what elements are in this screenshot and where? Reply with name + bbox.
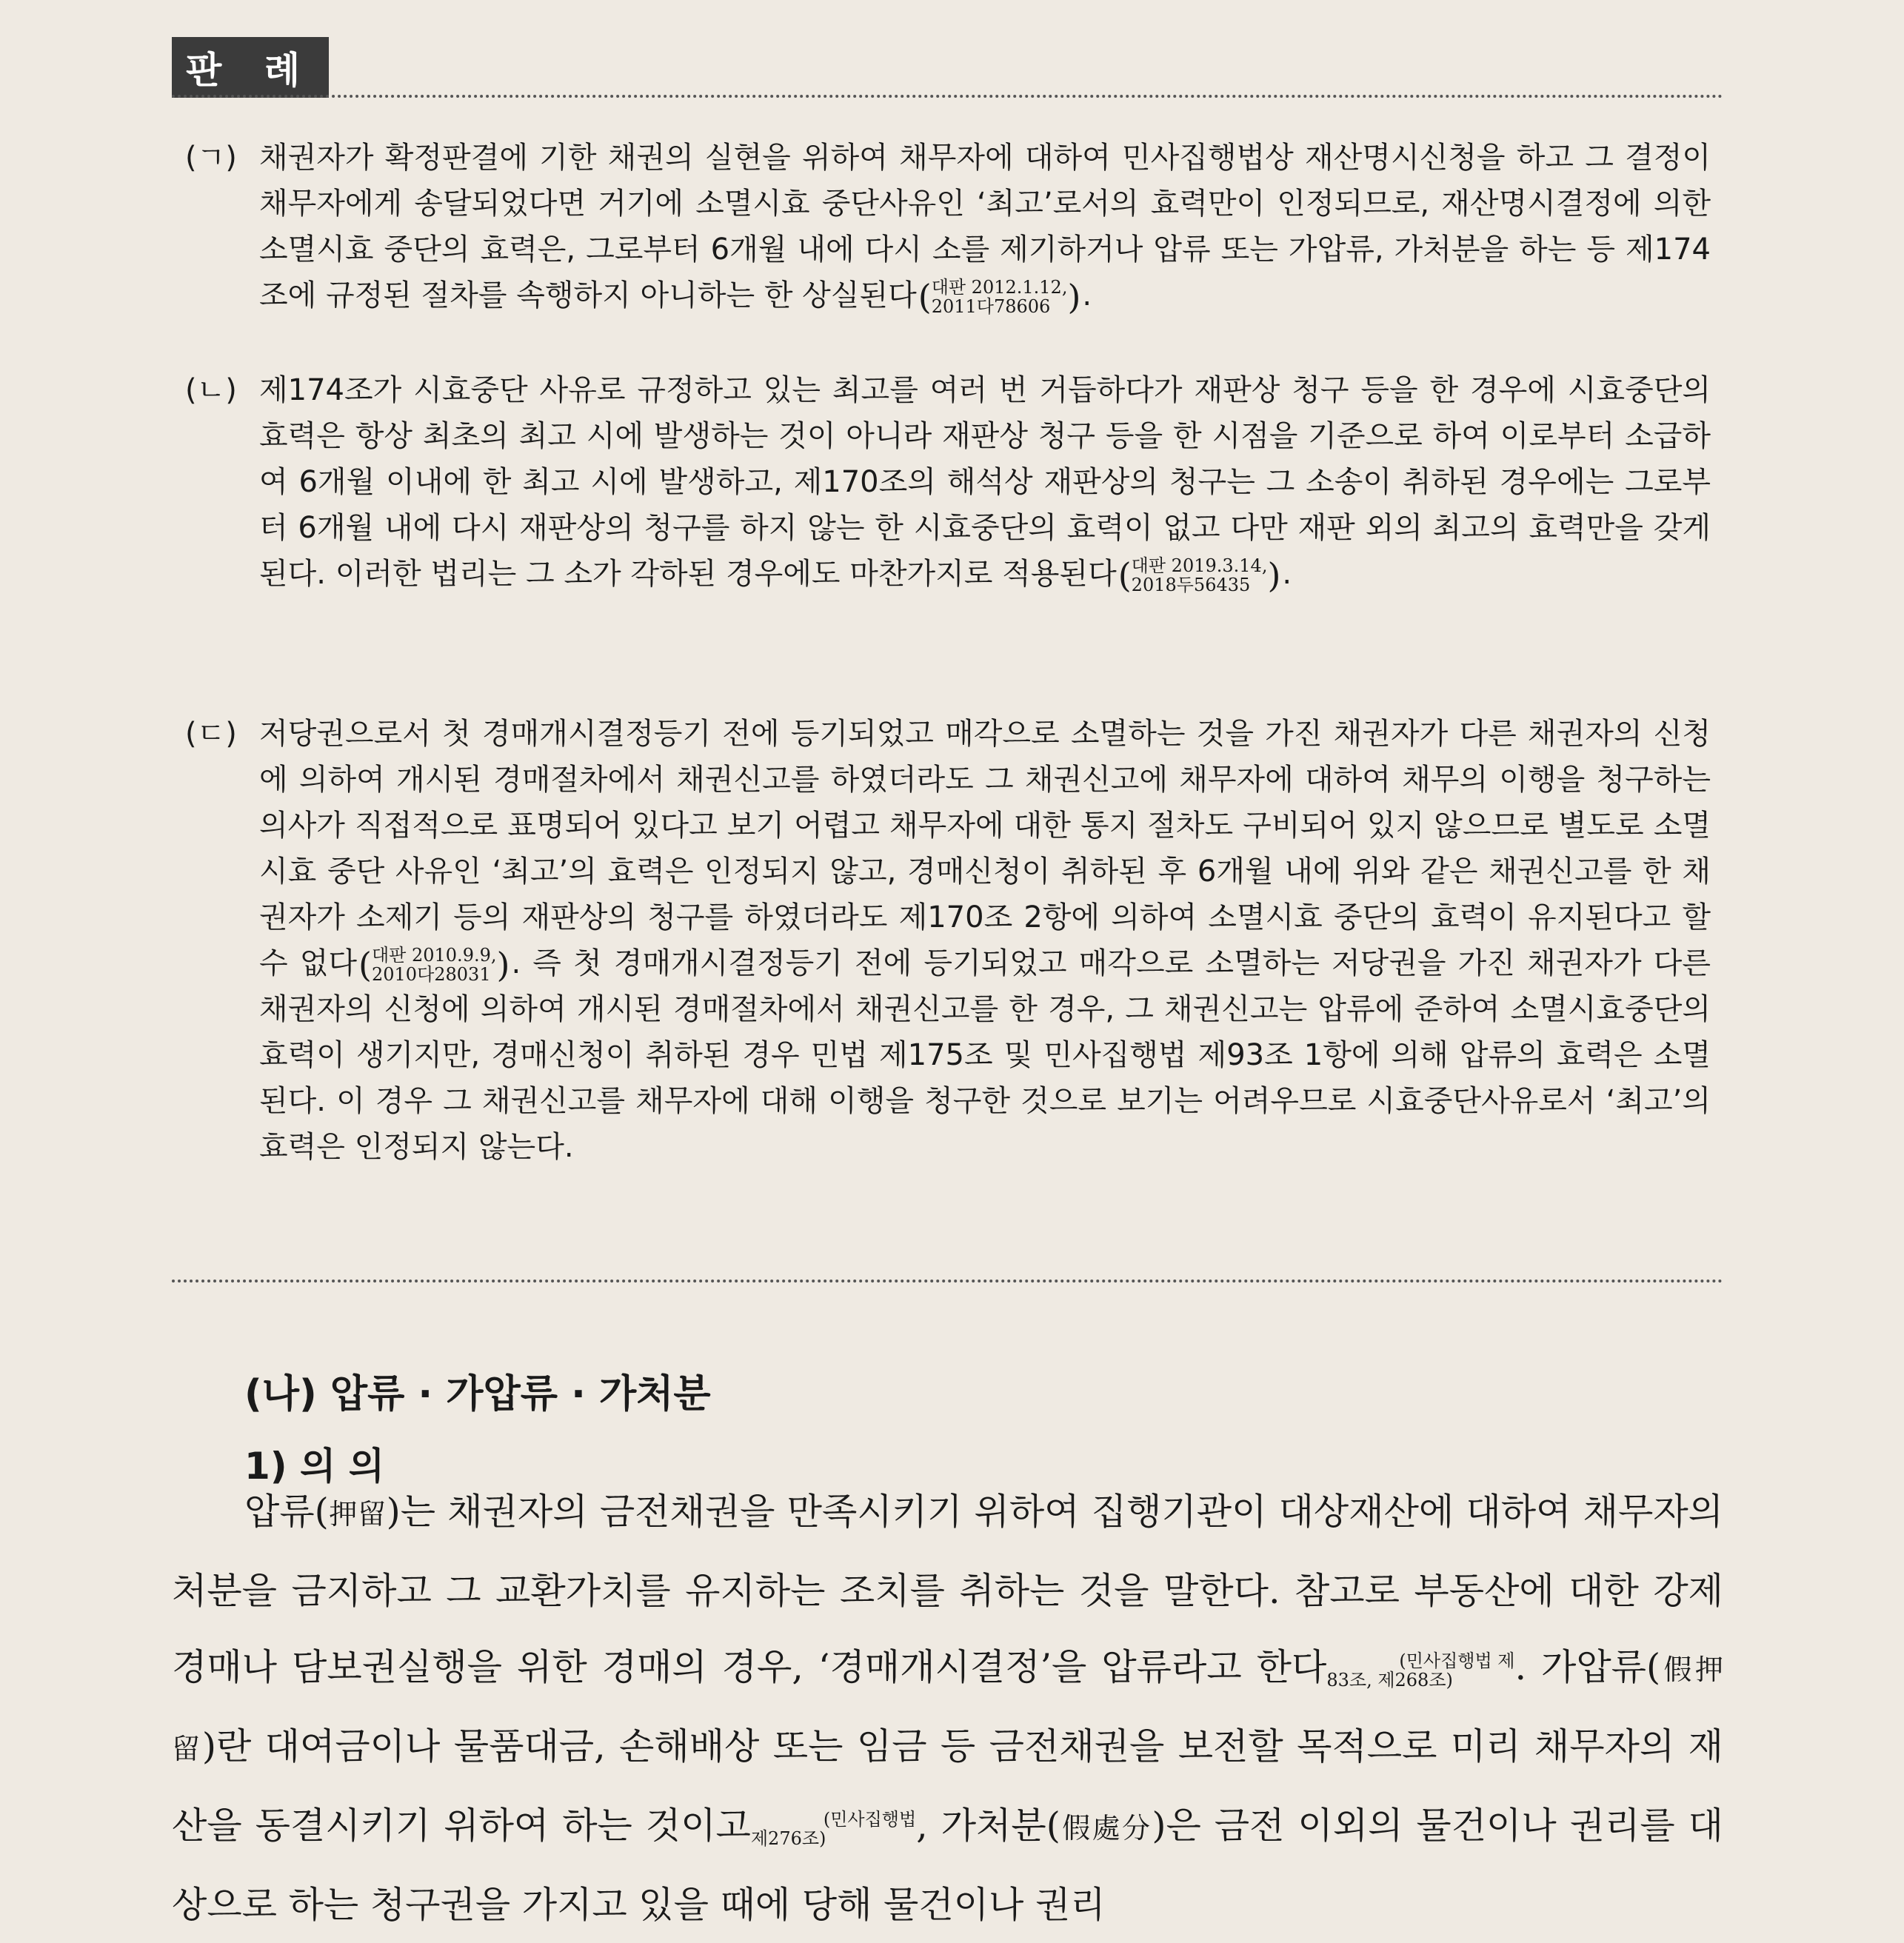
statute-line: 민사집행법 [830, 1808, 917, 1830]
section-heading: (나) 압류 · 가압류 · 가처분 [244, 1372, 711, 1417]
case-law-tag: 판 례 [172, 37, 329, 98]
case-marker: (ㄱ) [185, 141, 237, 175]
para-text: , 가처분( [916, 1805, 1060, 1847]
citation: (대판 2012.1.12, 2011다78606 ) [918, 277, 1081, 317]
case-item [185, 711, 1711, 1170]
statute-citation: (민사집행법 제276조) [750, 1808, 917, 1849]
para-text: )은 금전 이외의 물건이나 권리를 대상으로 하는 청구권을 가지고 있을 때에 당해 물건이나 권리 [172, 1805, 1723, 1926]
case-marker: (ㄴ) [185, 373, 237, 407]
para-text: )는 채권자의 금전채권을 만족시키기 위하여 집행기관이 대상재산에 대하여 채무자의 처분을 금지하고 그 교환가치를 유지하는 조치를 취하는 것을 말한다. 참고로 부동산에 대한 강제경매나 담보권실행을 위한 경매의 경우, ‘경매개시결정’을 압류라고 한다 [172, 1491, 1723, 1688]
case-text-main: 채권자가 확정판결에 기한 채권의 실현을 위하여 채무자에 대하여 민사집행법상 재산명시신청을 하고 그 결정이 채무자에게 송달되었다면 거기에 소멸시효 중단사유인 ‘최고’로서의 효력만이 인정되므로, 재산명시결정에 의한 소멸시효 중단의 효력은, 그로부터 6개월 내에 다시 소를 제기하거나 압류 또는 가압류, 가처분을 하는 등 제174조에 규정된 절차를 속행하지 아니하는 한 상실된다 [259, 141, 1711, 312]
case-text [259, 711, 1711, 1170]
statute-line: 제276조 [750, 1827, 820, 1849]
top-dotted-rule [172, 95, 1723, 98]
case-text-tail: . [1282, 557, 1292, 591]
subsection-heading: 1) 의 의 [244, 1445, 385, 1488]
citation-case-number: 2018두56435 [1131, 575, 1251, 595]
case-text-tail: . [1082, 278, 1092, 312]
para-text: . 가압류( [1514, 1646, 1661, 1688]
statute-citation: (민사집행법 제 83조, 제268조) [1326, 1650, 1515, 1690]
case-text [259, 367, 1711, 597]
case-marker: (ㄷ) [185, 717, 237, 751]
hanja-term: 押留 [328, 1498, 387, 1531]
case-text-tail: . 즉 첫 경매개시결정등기 전에 등기되었고 매각으로 소멸하는 저당권을 가진 채권자가 다른 채권자의 신청에 의하여 개시된 경매절차에서 채권신고를 한 경우, 그 채권신고는 압류에 준하여 소멸시효중단의 효력이 생기지만, 경매신청이 취하된 경우 민법 제175조 및 민사집행법 제93조 1항에 의해 압류의 효력은 소멸된다. 이 경우 그 채권신고를 채무자에 대해 이행을 청구한 것으로 보기는 어려우므로 시효중단사유로서 ‘최고’의 효력은 인정되지 않는다. [259, 946, 1711, 1164]
citation: (대판 2019.3.14, 2018두56435 ) [1118, 555, 1281, 595]
citation-case-number: 2010다28031 [371, 964, 491, 985]
case-text-main: 제174조가 시효중단 사유로 규정하고 있는 최고를 여러 번 거듭하다가 재판상 청구 등을 한 경우에 시효중단의 효력은 항상 최초의 최고 시에 발생하는 것이 아니라 재판상 청구 등을 한 시점을 기준으로 하여 이로부터 소급하여 6개월 이내에 한 최고 시에 발생하고, 제170조의 해석상 재판상의 청구는 그 소송이 취하된 경우에는 그로부터 6개월 내에 다시 재판상의 청구를 하지 않는 한 시효중단의 효력이 없고 다만 재판 외의 최고의 효력만을 갖게 된다. 이러한 법리는 그 소가 각하된 경우에도 마찬가지로 적용된다 [259, 373, 1711, 591]
statute-line: 83조, 제268조 [1326, 1669, 1446, 1690]
hanja-term: 假處分 [1060, 1812, 1152, 1845]
citation-court: 대판 2010.9.9, [371, 945, 497, 966]
case-item [185, 135, 1711, 318]
citation-case-number: 2011다78606 [931, 296, 1051, 317]
case-text-main: 저당권으로서 첫 경매개시결정등기 전에 등기되었고 매각으로 소멸하는 것을 가진 채권자가 다른 채권자의 신청에 의하여 개시된 경매절차에서 채권신고를 하였더라도 그 채권신고에 채무자에 대하여 채무의 이행을 청구하는 의사가 직접적으로 표명되어 있다고 보기 어렵고 채무자에 대한 통지 절차도 구비되어 있지 않으므로 별도로 소멸시효 중단 사유인 ‘최고’의 효력은 인정되지 않고, 경매신청이 취하된 후 6개월 내에 위와 같은 채권신고를 한 채권자가 소제기 등의 재판상의 청구를 하였더라도 제170조 2항에 의하여 소멸시효 중단의 효력이 유지된다고 할 수 없다 [259, 717, 1711, 980]
citation-court: 대판 2012.1.12, [931, 277, 1068, 298]
citation: (대판 2010.9.9, 2010다28031 ) [358, 945, 510, 985]
para-text: )란 대여금이나 물품대금, 손해배상 또는 임금 등 금전채권을 보전할 목적으로 미리 채무자의 재산을 동결시키기 위하여 하는 것이고 [172, 1725, 1723, 1847]
case-item [185, 367, 1711, 597]
case-text [259, 135, 1711, 318]
body-paragraph [172, 1474, 1723, 1943]
hanja-term: 假押留 [172, 1653, 1723, 1765]
statute-line: 민사집행법 제 [1406, 1650, 1515, 1671]
para-text: 압류( [244, 1491, 329, 1533]
citation-court: 대판 2019.3.14, [1131, 555, 1268, 576]
bottom-dotted-rule [172, 1280, 1723, 1282]
